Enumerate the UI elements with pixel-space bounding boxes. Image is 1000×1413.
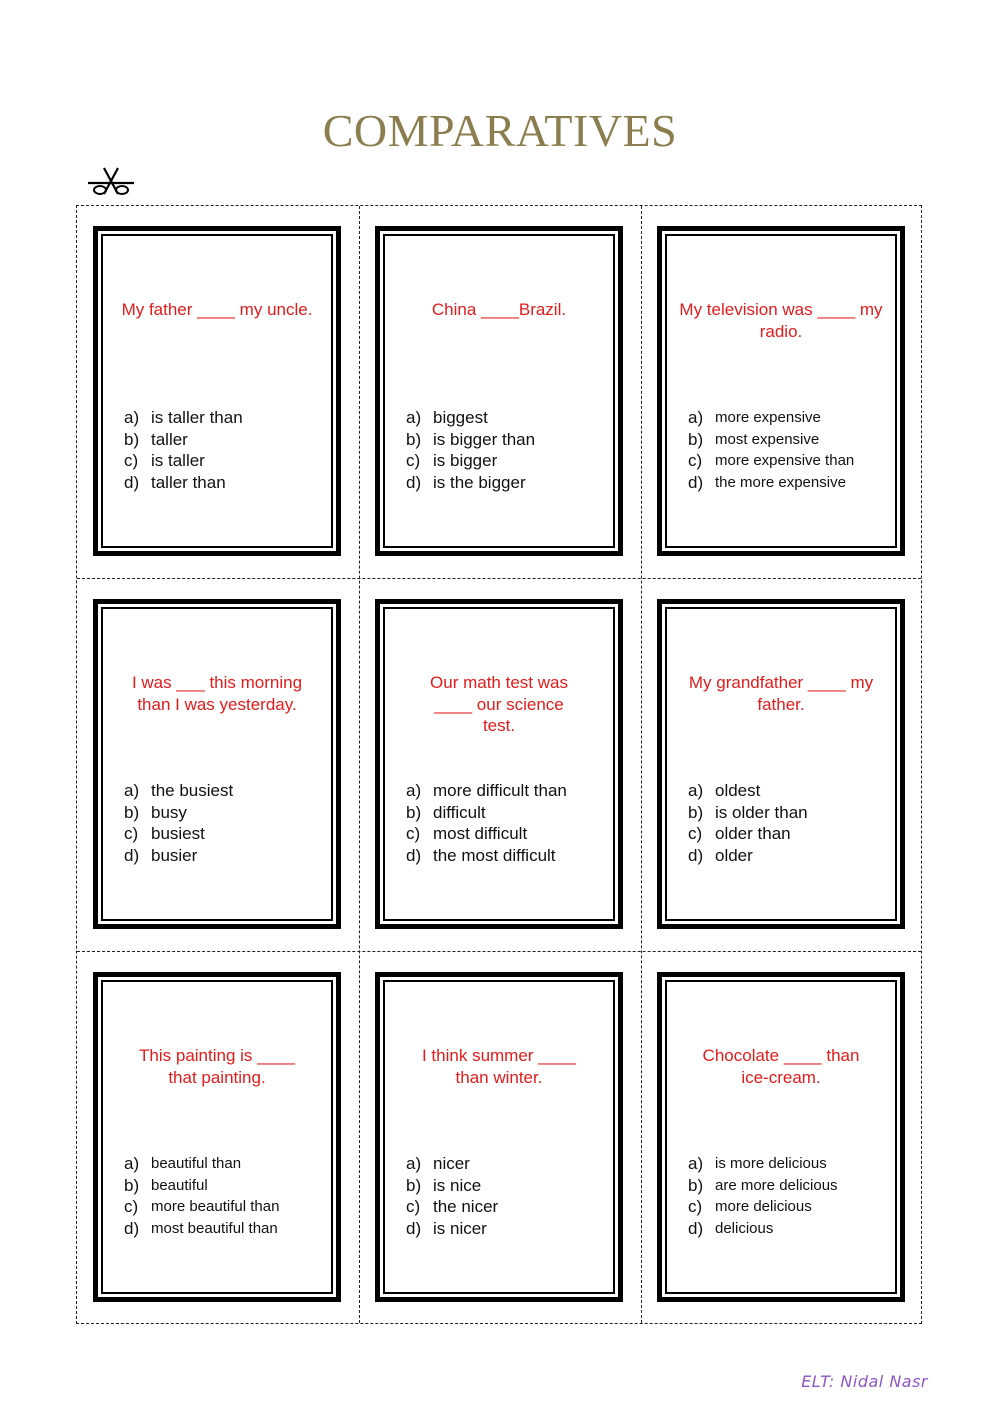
cut-line-vertical-2 (641, 206, 642, 1323)
option-d: d) the most difficult (406, 845, 556, 865)
card-inner-border (101, 234, 333, 548)
option-c: c) is bigger (406, 451, 498, 470)
question-card-7 (93, 972, 341, 1302)
card-inner-border (101, 980, 333, 1294)
option-a: a) biggest (406, 408, 488, 427)
card-question: Chocolate ____ than ice-cream. (702, 1046, 860, 1087)
card-question: China ____Brazil. (431, 300, 567, 319)
card-question: I was ___ this morning than I was yesterday. (131, 673, 303, 714)
card-options (688, 407, 894, 493)
option-d: d) older (688, 845, 753, 865)
option-c: c) older than (688, 824, 791, 843)
question-card-2 (375, 226, 623, 556)
card-inner-border (383, 234, 615, 548)
card-inner-border (665, 980, 897, 1294)
card-inner-border (383, 980, 615, 1294)
option-a: a) beautiful than (124, 1154, 242, 1173)
card-question: This painting is ____ that painting. (139, 1046, 295, 1087)
cut-line-horizontal-2 (77, 951, 921, 952)
option-c: c) more expensive than (688, 451, 855, 470)
question-card-3 (657, 226, 905, 556)
page-title: COMPARATIVES (322, 105, 678, 156)
option-d: d) busier (124, 845, 198, 865)
scissors-icon (86, 164, 136, 198)
card-question: My grandfather ____ my father. (688, 673, 874, 714)
option-b: b) difficult (406, 802, 486, 822)
question-card-9 (657, 972, 905, 1302)
option-d: d) delicious (688, 1218, 774, 1238)
card-inner-border (665, 234, 897, 548)
option-c: c) most difficult (406, 824, 528, 843)
option-b: b) taller (124, 429, 188, 449)
option-b: b) is older than (688, 802, 808, 822)
option-d: d) is nicer (406, 1218, 487, 1238)
card-question: Our math test was ____ our science test. (430, 673, 568, 735)
option-a: a) is taller than (124, 408, 243, 427)
option-b: b) busy (124, 802, 187, 822)
option-b: b) is bigger than (406, 429, 536, 449)
card-options (688, 1153, 894, 1239)
option-a: a) more difficult than (406, 781, 567, 800)
option-a: a) the busiest (124, 781, 234, 800)
option-d: d) most beautiful than (124, 1218, 278, 1238)
card-inner-border (383, 607, 615, 921)
option-a: a) oldest (688, 781, 761, 800)
option-c: c) busiest (124, 824, 205, 843)
option-d: d) the more expensive (688, 472, 846, 492)
card-question: My father ____ my uncle. (121, 300, 313, 319)
card-question: My television was ____ my radio. (679, 300, 883, 341)
card-options (124, 407, 330, 493)
question-card-4 (93, 599, 341, 929)
option-b: b) beautiful (124, 1175, 208, 1195)
card-options (124, 1153, 330, 1239)
option-a: a) nicer (406, 1154, 470, 1173)
question-card-1 (93, 226, 341, 556)
question-card-6 (657, 599, 905, 929)
question-card-5 (375, 599, 623, 929)
option-b: b) is nice (406, 1175, 482, 1195)
option-d: d) taller than (124, 472, 226, 492)
option-c: c) is taller (124, 451, 205, 470)
cut-line-vertical-1 (359, 206, 360, 1323)
card-options (406, 780, 612, 866)
author-credit: ELT: Nidal Nasr (801, 1372, 928, 1391)
option-a: a) is more delicious (688, 1154, 827, 1173)
card-options (406, 1153, 612, 1239)
option-a: a) more expensive (688, 408, 821, 427)
card-options (688, 780, 894, 866)
option-b: b) most expensive (688, 429, 820, 449)
option-c: c) more delicious (688, 1197, 812, 1216)
card-inner-border (665, 607, 897, 921)
card-options (406, 407, 612, 493)
option-c: c) the nicer (406, 1197, 499, 1216)
card-question: I think summer ____ than winter. (421, 1046, 576, 1087)
option-d: d) is the bigger (406, 472, 526, 492)
option-b: b) are more delicious (688, 1175, 838, 1195)
question-card-8 (375, 972, 623, 1302)
option-c: c) more beautiful than (124, 1197, 280, 1216)
card-inner-border (101, 607, 333, 921)
cut-line-horizontal-1 (77, 578, 921, 579)
card-options (124, 780, 330, 866)
